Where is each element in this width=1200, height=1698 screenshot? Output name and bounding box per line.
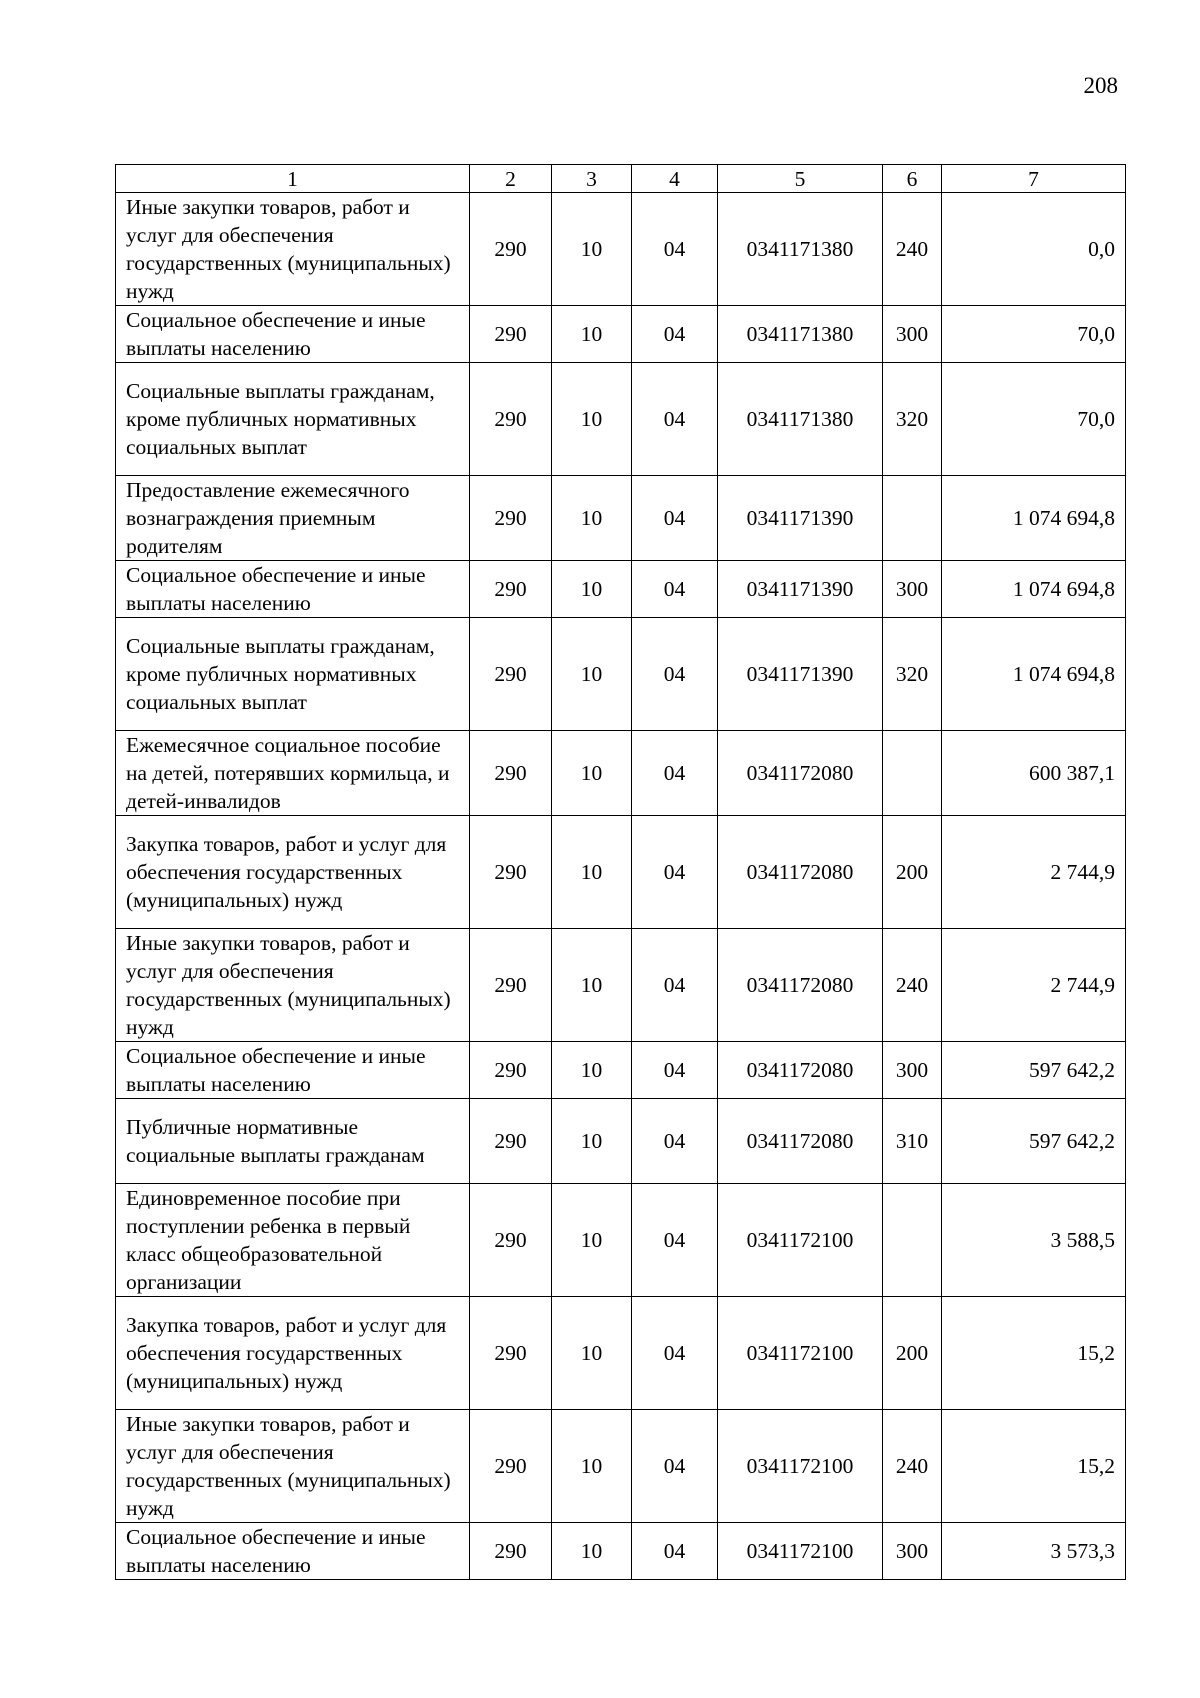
item-name-text: Ежемесячное социальное пособие на детей, потерявших кормильца, и детей-инвалидов: [126, 733, 450, 813]
section-code-cell: 10: [552, 731, 632, 816]
item-name-cell: [116, 193, 470, 306]
target-article-cell: 0341171390: [718, 618, 883, 731]
ministry-code-cell: 290: [470, 816, 552, 929]
header-cell: 5: [718, 165, 883, 193]
section-code-cell: 10: [552, 1297, 632, 1410]
table-body: [116, 165, 1126, 1580]
subsection-code-cell: 04: [632, 1297, 718, 1410]
subsection-code-cell: 04: [632, 476, 718, 561]
ministry-code-cell: 290: [470, 618, 552, 731]
target-article-cell: 0341172100: [718, 1184, 883, 1297]
amount-cell: 1 074 694,8: [942, 618, 1126, 731]
item-name-cell: [116, 476, 470, 561]
expense-type-cell: 240: [883, 1410, 942, 1523]
subsection-code-cell: 04: [632, 1099, 718, 1184]
header-cell: 1: [116, 165, 470, 193]
subsection-code-cell: 04: [632, 1042, 718, 1099]
item-name-text: Социальное обеспечение и иные выплаты населению: [126, 1525, 426, 1577]
item-name-cell: [116, 306, 470, 363]
item-name-cell: [116, 1523, 470, 1580]
ministry-code-cell: 290: [470, 561, 552, 618]
subsection-code-cell: 04: [632, 363, 718, 476]
header-cell: 6: [883, 165, 942, 193]
item-name-text: Социальные выплаты гражданам, кроме публичных нормативных социальных выплат: [126, 634, 435, 714]
section-code-cell: 10: [552, 561, 632, 618]
section-code-cell: 10: [552, 1523, 632, 1580]
amount-cell: 0,0: [942, 193, 1126, 306]
item-name-text: Предоставление ежемесячного вознаграждения приемным родителям: [126, 478, 410, 558]
amount-cell: 1 074 694,8: [942, 561, 1126, 618]
table-row: [116, 1184, 1126, 1297]
ministry-code-cell: 290: [470, 1042, 552, 1099]
target-article-cell: 0341172100: [718, 1523, 883, 1580]
table-row: [116, 363, 1126, 476]
item-name-text: Закупка товаров, работ и услуг для обеспечения государственных (муниципальных) нужд: [126, 832, 447, 912]
item-name-cell: [116, 561, 470, 618]
amount-cell: 597 642,2: [942, 1099, 1126, 1184]
target-article-cell: 0341172080: [718, 929, 883, 1042]
header-cell: 2: [470, 165, 552, 193]
expense-type-cell: 240: [883, 193, 942, 306]
expense-type-cell: 320: [883, 618, 942, 731]
subsection-code-cell: 04: [632, 561, 718, 618]
expense-type-cell: 240: [883, 929, 942, 1042]
expense-type-cell: 200: [883, 816, 942, 929]
item-name-text: Публичные нормативные социальные выплаты гражданам: [126, 1115, 425, 1167]
expense-type-cell: 300: [883, 1042, 942, 1099]
section-code-cell: 10: [552, 816, 632, 929]
item-name-text: Иные закупки товаров, работ и услуг для обеспечения государственных (муниципальных) нужд: [126, 195, 451, 303]
ministry-code-cell: 290: [470, 306, 552, 363]
amount-cell: 600 387,1: [942, 731, 1126, 816]
table-row: [116, 816, 1126, 929]
table-row: [116, 618, 1126, 731]
expense-type-cell: 310: [883, 1099, 942, 1184]
target-article-cell: 0341171380: [718, 363, 883, 476]
amount-cell: 70,0: [942, 363, 1126, 476]
subsection-code-cell: 04: [632, 306, 718, 363]
item-name-cell: [116, 929, 470, 1042]
item-name-text: Иные закупки товаров, работ и услуг для обеспечения государственных (муниципальных) нужд: [126, 1412, 451, 1520]
expense-type-cell: [883, 476, 942, 561]
target-article-cell: 0341172080: [718, 1099, 883, 1184]
item-name-text: Социальное обеспечение и иные выплаты населению: [126, 563, 426, 615]
header-cell: 7: [942, 165, 1126, 193]
amount-cell: 1 074 694,8: [942, 476, 1126, 561]
expense-type-cell: 300: [883, 561, 942, 618]
item-name-text: Единовременное пособие при поступлении ребенка в первый класс общеобразовательной организации: [126, 1186, 411, 1294]
table-row: [116, 1297, 1126, 1410]
section-code-cell: 10: [552, 1410, 632, 1523]
table-row: [116, 561, 1126, 618]
target-article-cell: 0341172100: [718, 1297, 883, 1410]
table-row: [116, 731, 1126, 816]
expense-type-cell: [883, 1184, 942, 1297]
page-number: 208: [1083, 73, 1118, 98]
ministry-code-cell: 290: [470, 929, 552, 1042]
amount-cell: 70,0: [942, 306, 1126, 363]
subsection-code-cell: 04: [632, 731, 718, 816]
table-row: [116, 1410, 1126, 1523]
expense-type-cell: 300: [883, 1523, 942, 1580]
item-name-cell: [116, 1184, 470, 1297]
expense-type-cell: 200: [883, 1297, 942, 1410]
section-code-cell: 10: [552, 1099, 632, 1184]
table-header-row: [116, 165, 1126, 193]
ministry-code-cell: 290: [470, 363, 552, 476]
ministry-code-cell: 290: [470, 476, 552, 561]
section-code-cell: 10: [552, 306, 632, 363]
target-article-cell: 0341172080: [718, 1042, 883, 1099]
table-row: [116, 1523, 1126, 1580]
header-cell: 3: [552, 165, 632, 193]
subsection-code-cell: 04: [632, 1410, 718, 1523]
subsection-code-cell: 04: [632, 618, 718, 731]
ministry-code-cell: 290: [470, 1184, 552, 1297]
item-name-cell: [116, 1410, 470, 1523]
item-name-text: Социальное обеспечение и иные выплаты населению: [126, 308, 426, 360]
target-article-cell: 0341172100: [718, 1410, 883, 1523]
table-row: [116, 476, 1126, 561]
subsection-code-cell: 04: [632, 1523, 718, 1580]
subsection-code-cell: 04: [632, 193, 718, 306]
amount-cell: 2 744,9: [942, 816, 1126, 929]
subsection-code-cell: 04: [632, 929, 718, 1042]
table-row: [116, 1042, 1126, 1099]
item-name-text: Закупка товаров, работ и услуг для обеспечения государственных (муниципальных) нужд: [126, 1313, 447, 1393]
item-name-text: Иные закупки товаров, работ и услуг для обеспечения государственных (муниципальных) нужд: [126, 931, 451, 1039]
target-article-cell: 0341171380: [718, 193, 883, 306]
section-code-cell: 10: [552, 476, 632, 561]
amount-cell: 3 573,3: [942, 1523, 1126, 1580]
section-code-cell: 10: [552, 1042, 632, 1099]
target-article-cell: 0341172080: [718, 816, 883, 929]
header-cell: 4: [632, 165, 718, 193]
target-article-cell: 0341171380: [718, 306, 883, 363]
table-row: [116, 193, 1126, 306]
section-code-cell: 10: [552, 618, 632, 731]
item-name-cell: [116, 1042, 470, 1099]
expense-type-cell: 300: [883, 306, 942, 363]
ministry-code-cell: 290: [470, 1099, 552, 1184]
item-name-cell: [116, 618, 470, 731]
item-name-cell: [116, 363, 470, 476]
budget-table: [115, 164, 1126, 1580]
amount-cell: 15,2: [942, 1297, 1126, 1410]
table-row: [116, 1099, 1126, 1184]
subsection-code-cell: 04: [632, 1184, 718, 1297]
amount-cell: 597 642,2: [942, 1042, 1126, 1099]
ministry-code-cell: 290: [470, 1410, 552, 1523]
item-name-cell: [116, 731, 470, 816]
amount-cell: 3 588,5: [942, 1184, 1126, 1297]
ministry-code-cell: 290: [470, 193, 552, 306]
ministry-code-cell: 290: [470, 731, 552, 816]
item-name-text: Социальные выплаты гражданам, кроме публичных нормативных социальных выплат: [126, 379, 435, 459]
ministry-code-cell: 290: [470, 1297, 552, 1410]
amount-cell: 2 744,9: [942, 929, 1126, 1042]
item-name-cell: [116, 1099, 470, 1184]
target-article-cell: 0341172080: [718, 731, 883, 816]
section-code-cell: 10: [552, 363, 632, 476]
target-article-cell: 0341171390: [718, 476, 883, 561]
target-article-cell: 0341171390: [718, 561, 883, 618]
section-code-cell: 10: [552, 1184, 632, 1297]
section-code-cell: 10: [552, 929, 632, 1042]
amount-cell: 15,2: [942, 1410, 1126, 1523]
item-name-cell: [116, 816, 470, 929]
item-name-text: Социальное обеспечение и иные выплаты населению: [126, 1044, 426, 1096]
section-code-cell: 10: [552, 193, 632, 306]
expense-type-cell: 320: [883, 363, 942, 476]
item-name-cell: [116, 1297, 470, 1410]
subsection-code-cell: 04: [632, 816, 718, 929]
ministry-code-cell: 290: [470, 1523, 552, 1580]
table-row: [116, 929, 1126, 1042]
expense-type-cell: [883, 731, 942, 816]
table-row: [116, 306, 1126, 363]
